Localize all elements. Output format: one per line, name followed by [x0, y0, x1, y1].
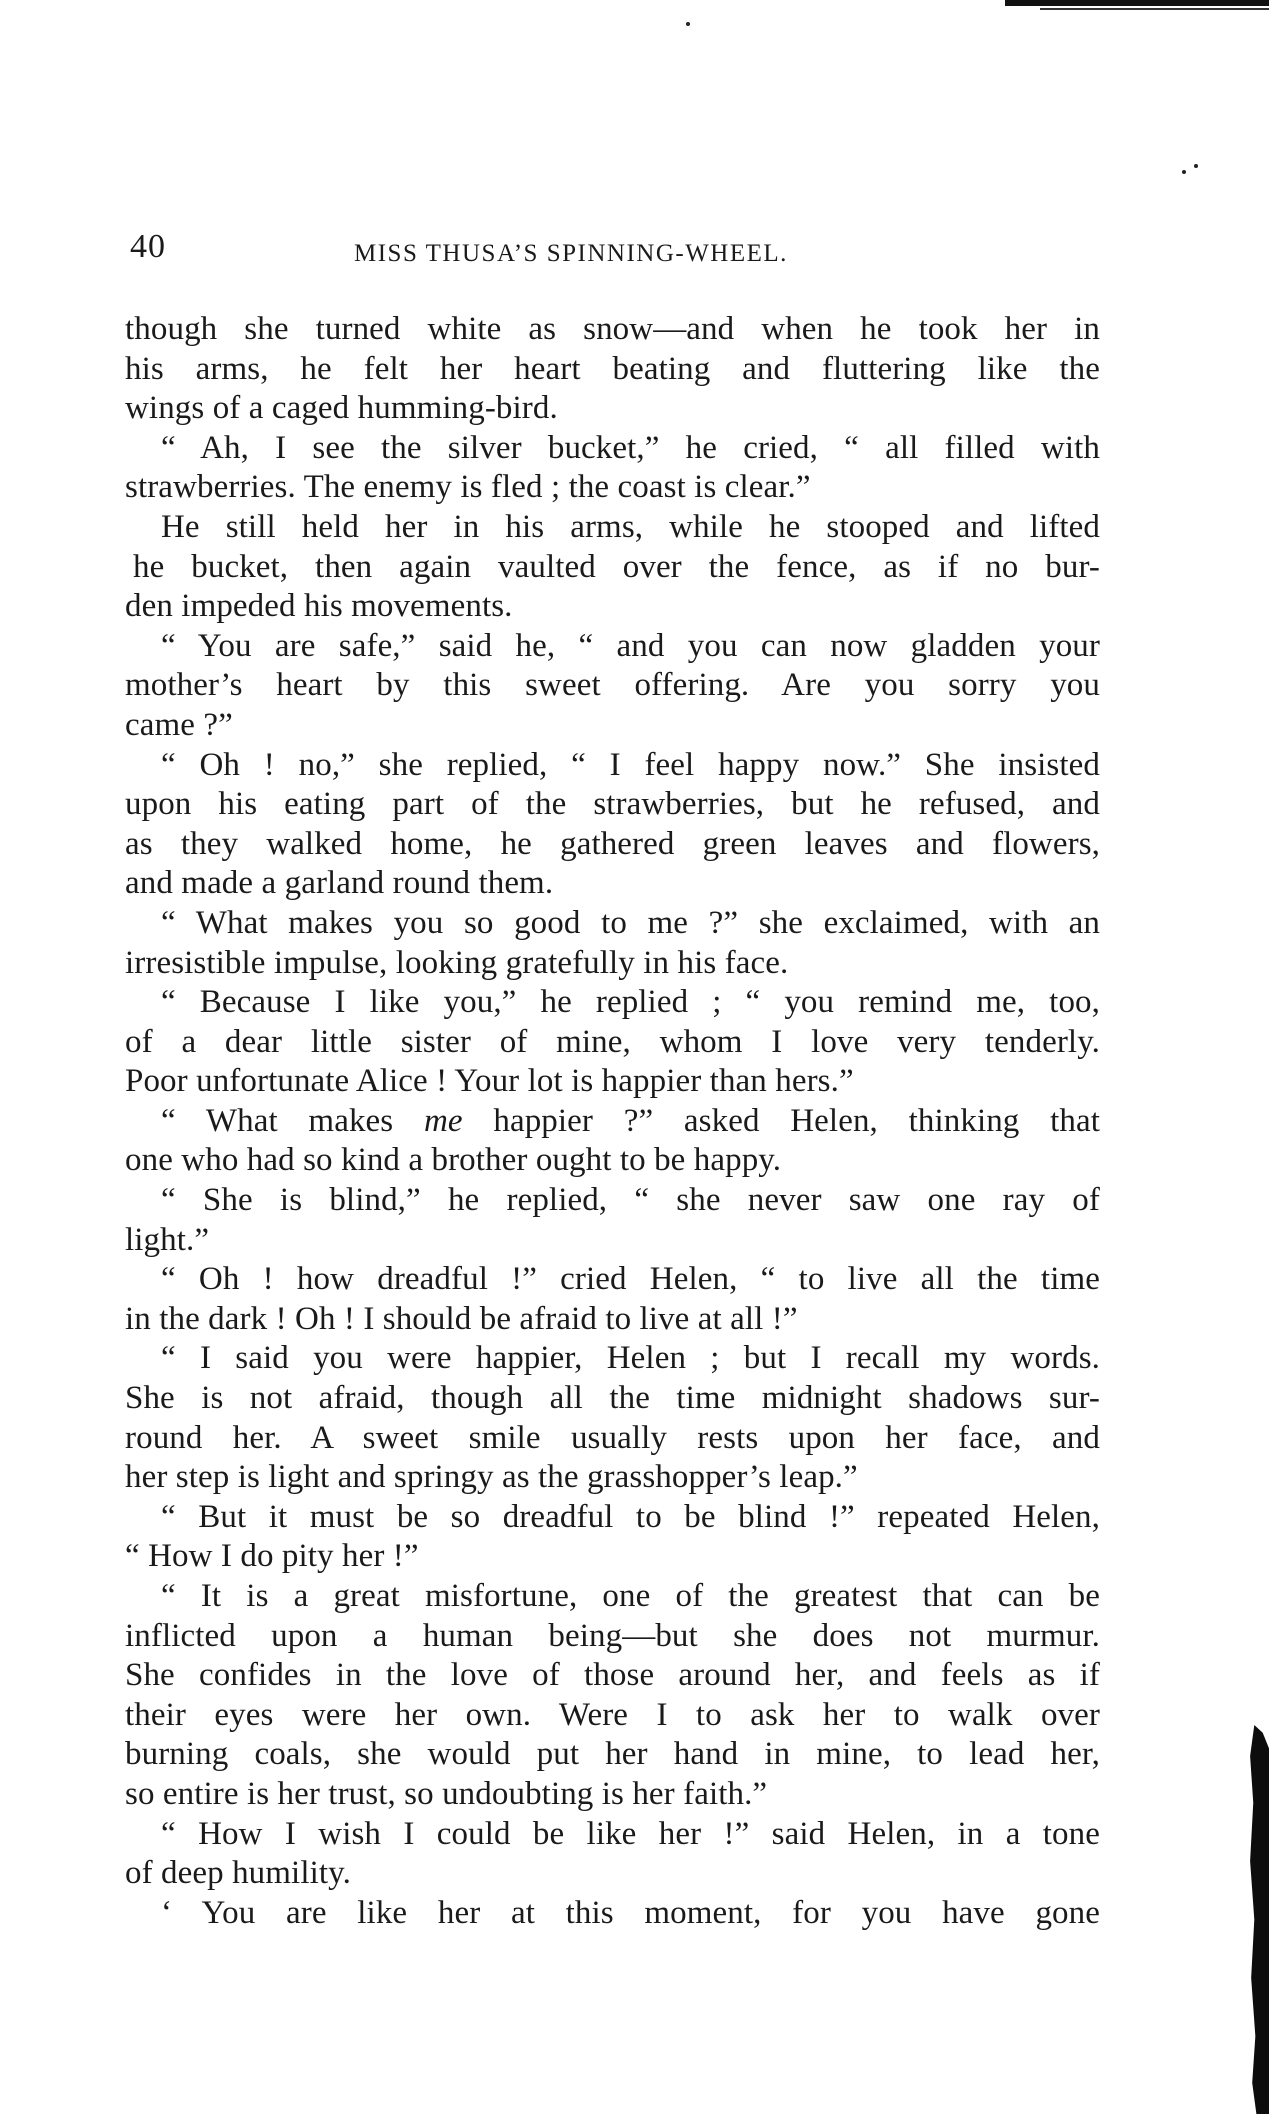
text-line: Poor unfortunate Alice ! Your lot is happier than hers.”	[125, 1063, 854, 1100]
text-line: “ Ah, I see the silver bucket,” he cried, “ all filled with	[161, 429, 1100, 466]
text-line: of deep humility.	[125, 1855, 351, 1892]
scan-speck-top	[686, 22, 690, 26]
text-line: “ She is blind,” he replied, “ she never saw one ray of	[161, 1182, 1100, 1219]
text-line: mother’s heart by this sweet offering. Are you sorry you	[125, 667, 1100, 704]
text-line: wings of a caged humming-bird.	[125, 390, 558, 427]
text-line: round her. A sweet smile usually rests upon her face, and	[125, 1419, 1100, 1456]
text-line: She confides in the love of those around her, and feels as if	[125, 1657, 1100, 1694]
text-line: as they walked home, he gathered green leaves and flowers,	[125, 825, 1100, 862]
text-line: of a dear little sister of mine, whom I love very tenderly.	[125, 1023, 1100, 1060]
text-line: and made a garland round them.	[125, 865, 554, 902]
text-line: “ Because I like you,” he replied ; “ you remind me, too,	[161, 984, 1100, 1021]
text-line: ‘ You are like her at this moment, for you have gone	[161, 1894, 1100, 1931]
text-line: their eyes were her own. Were I to ask her to walk over	[125, 1696, 1100, 1733]
text-line-with-italic	[125, 1102, 1100, 1142]
text-line: He still held her in his arms, while he stooped and lifted	[161, 508, 1100, 545]
text-line: “ It is a great misfortune, one of the greatest that can be	[161, 1578, 1100, 1614]
text-line: in the dark ! Oh ! I should be afraid to live at all !”	[125, 1300, 798, 1337]
text-line: “ How I wish I could be like her !” said Helen, in a tone	[161, 1815, 1100, 1852]
text-line: inflicted upon a human being—but she does not murmur.	[125, 1617, 1100, 1654]
text-line: came ?”	[125, 706, 233, 743]
text-line: one who had so kind a brother ought to be happy.	[125, 1142, 782, 1179]
text-line: “ But it must be so dreadful to be blind !” repeated Helen,	[161, 1498, 1100, 1535]
text-line: strawberries. The enemy is fled ; the coast is clear.”	[125, 469, 811, 506]
running-head: MISS THUSA’S SPINNING-WHEEL.	[354, 240, 788, 267]
page-number: 40	[130, 228, 166, 265]
text-line: den impeded his movements.	[125, 588, 513, 625]
body-text	[125, 310, 1100, 1933]
page-header	[130, 228, 1090, 268]
top-edge-rule	[1005, 0, 1269, 6]
text-line: “ I said you were happier, Helen ; but I recall my words.	[161, 1340, 1100, 1377]
text-line: She is not afraid, though all the time midnight shadows sur-	[125, 1380, 1100, 1417]
text-line: he bucket, then again vaulted over the fence, as if no bur-	[133, 548, 1100, 585]
text-run: happier ?” asked Helen, thinking that	[462, 1102, 1101, 1139]
scan-speck-right	[1182, 168, 1198, 172]
text-line: his arms, he felt her heart beating and fluttering like the	[125, 350, 1100, 387]
text-line: her step is light and springy as the grasshopper’s leap.”	[125, 1459, 858, 1496]
text-line: light.”	[125, 1221, 210, 1258]
top-edge-rule-thin	[1040, 8, 1269, 10]
text-line: “ You are safe,” said he, “ and you can now gladden your	[161, 627, 1100, 664]
page-edge-shadow	[1248, 1725, 1269, 2114]
text-line: so entire is her trust, so undoubting is her faith.”	[125, 1775, 768, 1812]
text-line: though she turned white as snow—and when he took her in	[125, 311, 1100, 347]
text-line: irresistible impulse, looking gratefully in his face.	[125, 944, 789, 981]
italic-word: me	[423, 1102, 463, 1139]
text-run: “ What makes	[161, 1102, 424, 1139]
text-line: upon his eating part of the strawberries, but he refused, and	[125, 786, 1100, 823]
text-line: “ How I do pity her !”	[125, 1538, 419, 1575]
text-line: “ Oh ! no,” she replied, “ I feel happy now.” She insisted	[161, 746, 1100, 783]
text-line: “ What makes you so good to me ?” she exclaimed, with an	[161, 904, 1100, 941]
text-line: “ Oh ! how dreadful !” cried Helen, “ to live all the time	[161, 1261, 1100, 1298]
text-line: burning coals, she would put her hand in mine, to lead her,	[125, 1736, 1100, 1773]
